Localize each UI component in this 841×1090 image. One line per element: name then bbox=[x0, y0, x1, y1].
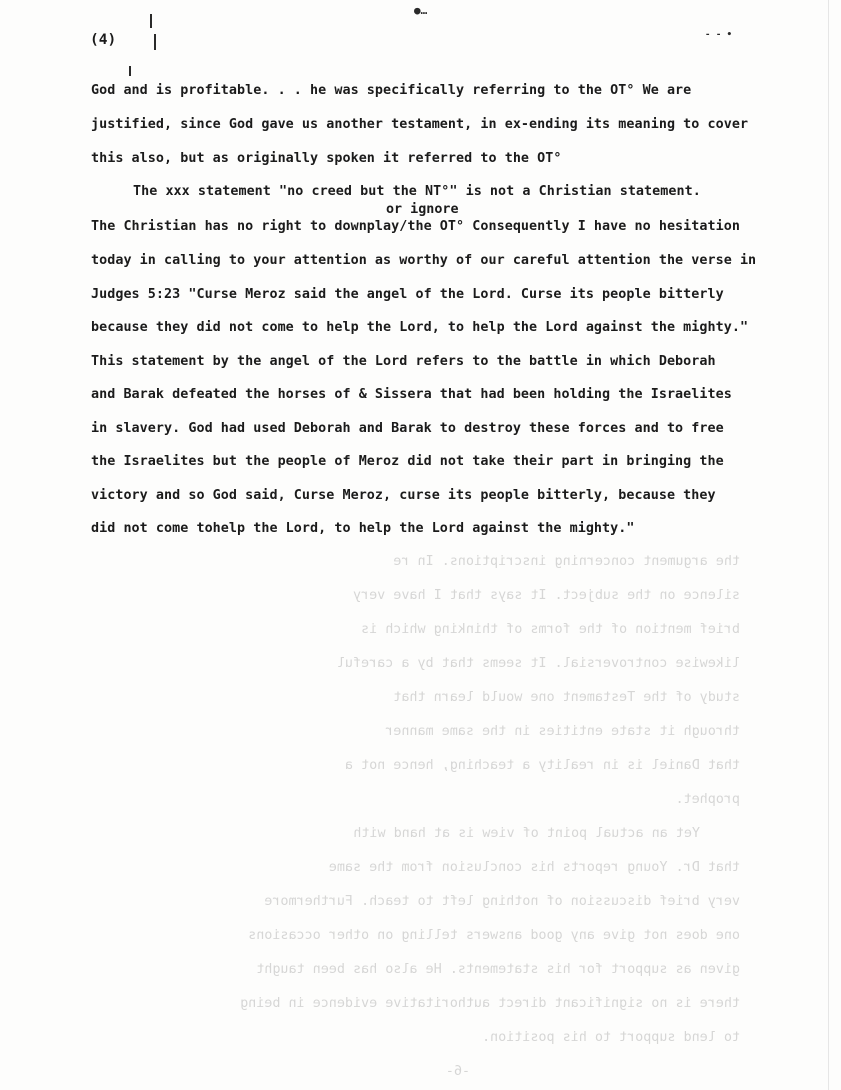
bleed-through-line: prophet. bbox=[675, 792, 740, 807]
text-line-1: God and is profitable. . . he was specifically referring to the OT° We are bbox=[91, 83, 692, 98]
bleed-through-line: Yet an actual point of view is at hand with bbox=[353, 826, 700, 841]
text-line-10: and Barak defeated the horses of & Sissera that had been holding the Israelites bbox=[91, 387, 732, 402]
text-line-6: today in calling to your attention as worthy of our careful attention the verse in bbox=[91, 253, 757, 268]
bleed-through-line: there is no significant direct authoritative evidence in being bbox=[240, 996, 740, 1011]
ink-mark bbox=[129, 66, 131, 76]
bleed-through-line: that Daniel is in reality a teaching, hence not a bbox=[344, 758, 740, 773]
bleed-through-line: likewise controversial. It seems that by a careful bbox=[336, 656, 740, 671]
text-line-12: the Israelites but the people of Meroz did not take their part in bringing the bbox=[91, 454, 724, 469]
bleed-through-line: that Dr. Young reports his conclusion from the same bbox=[328, 860, 740, 875]
text-line-3: this also, but as originally spoken it referred to the OT° bbox=[91, 151, 562, 166]
text-line-4: The xxx statement "no creed but the NT°" is not a Christian statement. bbox=[133, 184, 701, 199]
bleed-through-line: to lend support to his position. bbox=[482, 1030, 740, 1045]
bleed-through-line: the argument concerning inscriptions. In re bbox=[393, 554, 740, 569]
interlinear-insertion: or ignore bbox=[386, 202, 459, 217]
text-line-5: The Christian has no right to downplay/the OT° Consequently I have no hesitation bbox=[91, 219, 740, 234]
text-line-9: This statement by the angel of the Lord refers to the battle in which Deborah bbox=[91, 354, 716, 369]
text-line-8: because they did not come to help the Lord, to help the Lord against the mighty." bbox=[91, 320, 749, 335]
bleed-through-page-number: -6- bbox=[445, 1064, 470, 1079]
page-edge bbox=[828, 0, 829, 1090]
text-line-2: justified, since God gave us another testament, in ex-ending its meaning to cover bbox=[91, 117, 749, 132]
ink-mark bbox=[150, 14, 152, 28]
bleed-through-line: very brief discussion of nothing left to teach. Furthermore bbox=[264, 894, 740, 909]
ink-mark bbox=[154, 34, 156, 50]
ink-speck-right: - - • bbox=[705, 30, 733, 40]
bleed-through-line: study of the Testament one would learn that bbox=[393, 690, 740, 705]
text-line-14: did not come tohelp the Lord, to help the Lord against the mighty." bbox=[91, 521, 635, 536]
ink-speck-top: ●… bbox=[414, 4, 428, 17]
bleed-through-text bbox=[40, 545, 800, 1089]
text-line-13: victory and so God said, Curse Meroz, curse its people bitterly, because they bbox=[91, 488, 716, 503]
page-number: (4) bbox=[90, 32, 117, 48]
bleed-through-line: brief mention of the forms of thinking which is bbox=[361, 622, 740, 637]
text-line-7: Judges 5:23 "Curse Meroz said the angel of the Lord. Curse its people bitterly bbox=[91, 287, 724, 302]
bleed-through-line: through it state entities in the same manner bbox=[385, 724, 740, 739]
text-line-11: in slavery. God had used Deborah and Barak to destroy these forces and to free bbox=[91, 421, 724, 436]
bleed-through-line: silence on the subject. It says that I have very bbox=[353, 588, 740, 603]
bleed-through-line: given as support for his statements. He also has been taught bbox=[256, 962, 740, 977]
bleed-through-line: one does not give any good answers telling on other occasions bbox=[248, 928, 740, 943]
